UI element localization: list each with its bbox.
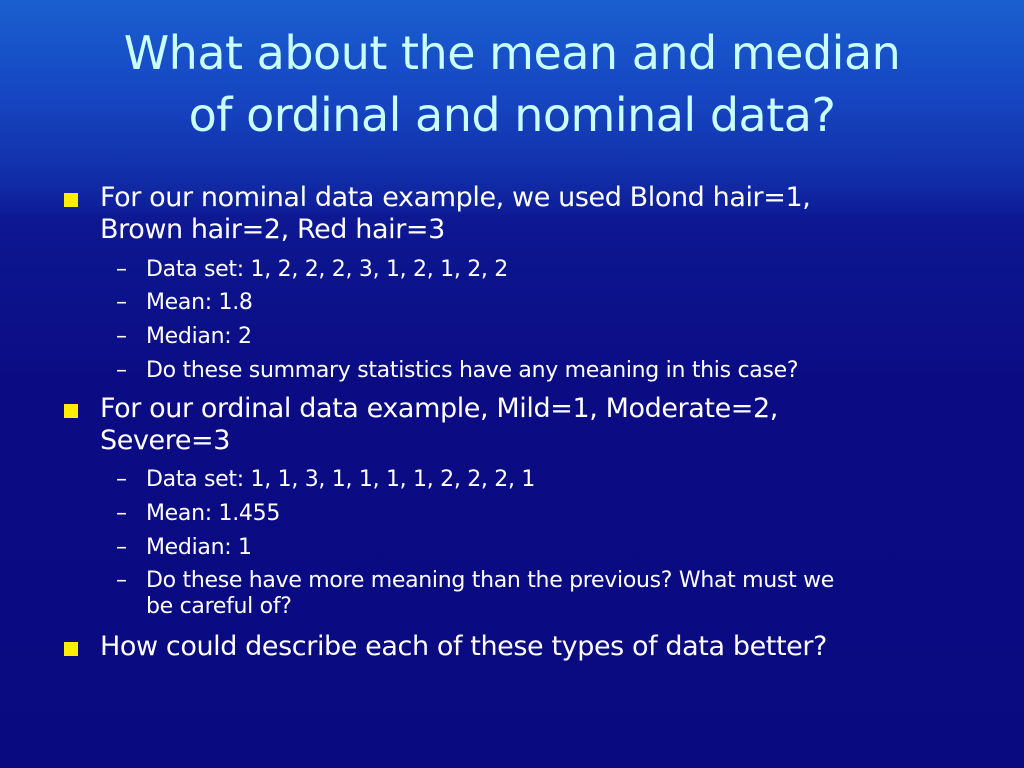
bullet-1-subitem-4: Do these summary statistics have any meaning in this case? bbox=[146, 358, 799, 383]
bullet-1-line-1: For our nominal data example, we used Blond hair=1, bbox=[100, 182, 811, 213]
bullet-3-text: How could describe each of these types of data better? bbox=[100, 631, 827, 662]
bullet-square-icon bbox=[64, 404, 78, 418]
bullet-2-subitem-4-line-2: be careful of? bbox=[146, 594, 292, 619]
slide-title-line-1: What about the mean and median bbox=[123, 26, 901, 80]
bullet-2-text bbox=[100, 393, 980, 457]
dash-icon: – bbox=[116, 568, 127, 593]
bullet-2-line-2: Severe=3 bbox=[100, 425, 231, 456]
dash-icon: – bbox=[116, 358, 127, 383]
bullet-1-line-2: Brown hair=2, Red hair=3 bbox=[100, 214, 445, 245]
bullet-1-subitem-1: Data set: 1, 2, 2, 2, 3, 1, 2, 1, 2, 2 bbox=[146, 257, 508, 282]
bullet-2-subitem-4-line-1: Do these have more meaning than the previous? What must we bbox=[146, 568, 835, 593]
bullet-2-subitem-3: Median: 1 bbox=[146, 535, 252, 560]
dash-icon: – bbox=[116, 535, 127, 560]
bullet-square-icon bbox=[64, 642, 78, 656]
bullet-square-icon bbox=[64, 193, 78, 207]
dash-icon: – bbox=[116, 467, 127, 492]
bullet-1-subitem-3: Median: 2 bbox=[146, 324, 252, 349]
dash-icon: – bbox=[116, 290, 127, 315]
bullet-2-subitem-1: Data set: 1, 1, 3, 1, 1, 1, 1, 2, 2, 2, 1 bbox=[146, 467, 536, 492]
dash-icon: – bbox=[116, 324, 127, 349]
bullet-1-subitem-2: Mean: 1.8 bbox=[146, 290, 253, 315]
bullet-2-subitem-4 bbox=[146, 568, 966, 620]
dash-icon: – bbox=[116, 257, 127, 282]
bullet-2-line-1: For our ordinal data example, Mild=1, Moderate=2, bbox=[100, 393, 778, 424]
slide-title-line-2: of ordinal and nominal data? bbox=[188, 88, 836, 142]
bullet-2-subitem-2: Mean: 1.455 bbox=[146, 501, 281, 526]
dash-icon: – bbox=[116, 501, 127, 526]
bullet-1-text bbox=[100, 182, 980, 246]
